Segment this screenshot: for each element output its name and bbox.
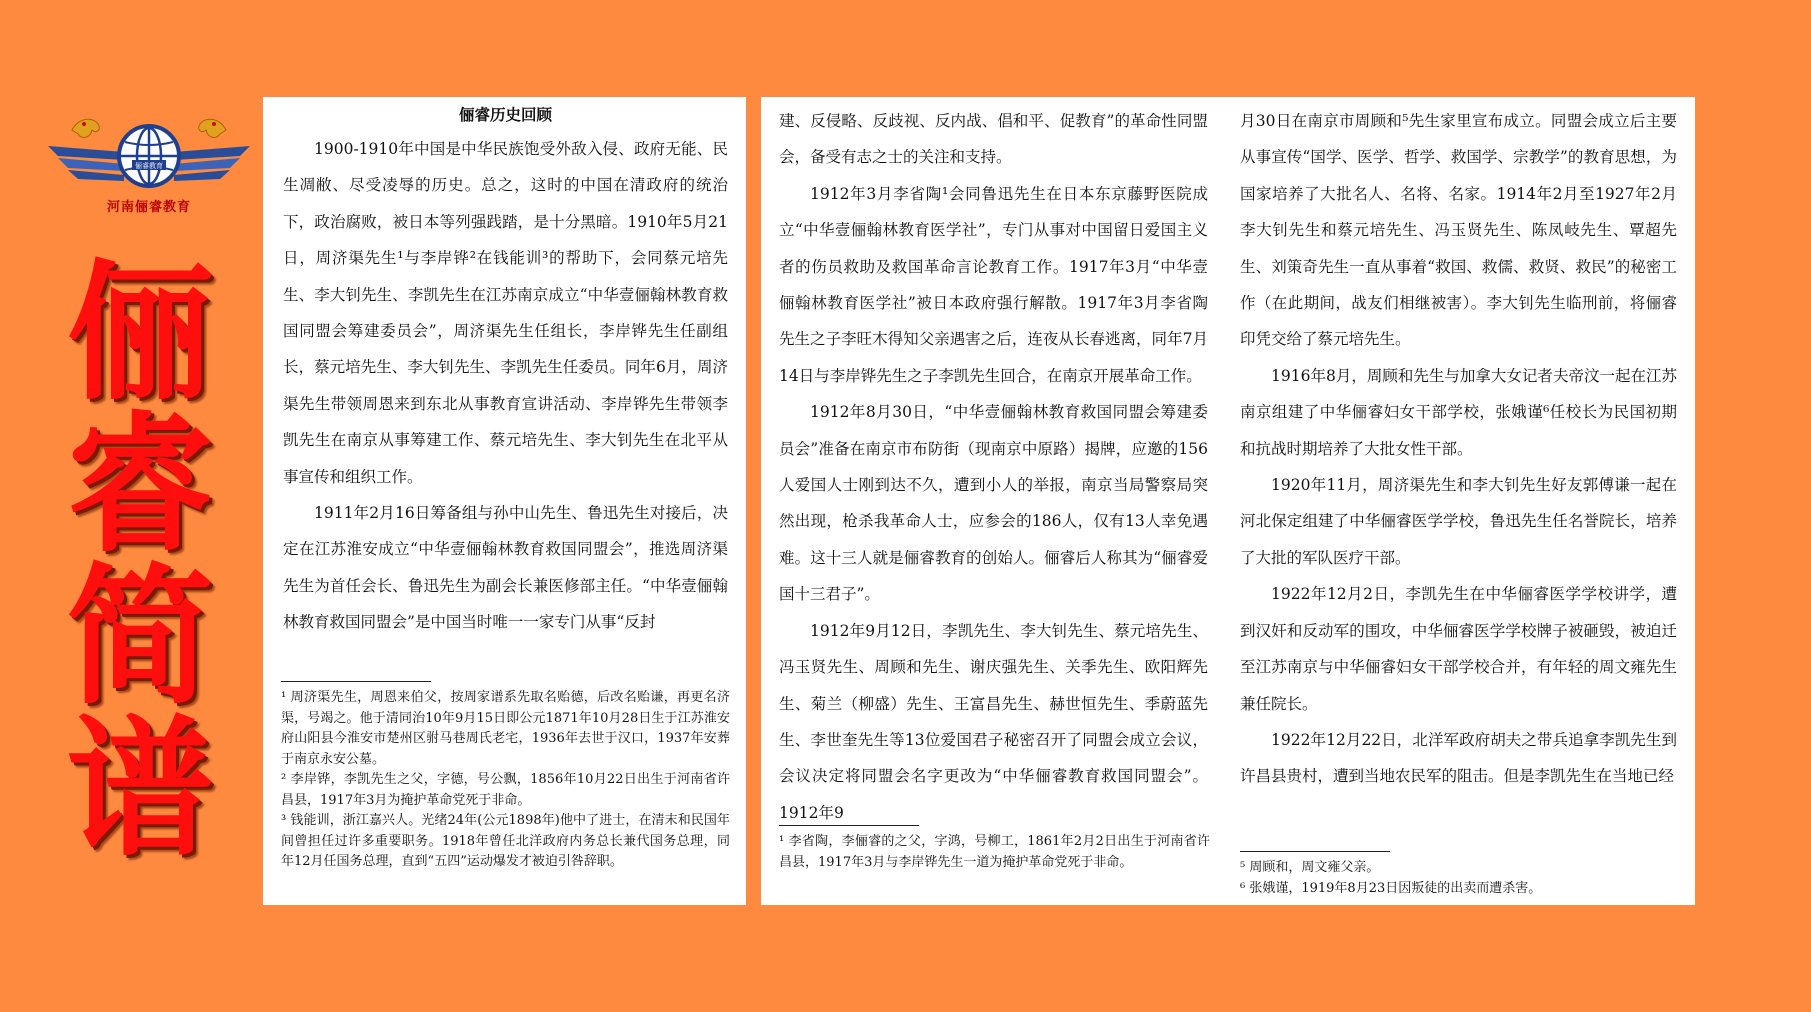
paragraph: 1900-1910年中国是中华民族饱受外敌入侵、政府无能、民生凋敝、尽受凌辱的历史。总之，这时的中国在清政府的统治下，政治腐败，被日本等列强践踏，是十分黑暗。1910年5月21日，周济渠先生¹与李岸铧²在钱能训³的帮助下，会同蔡元培先生、李大钊先生、李凯先生在江苏南京成立“中华壹俪翰林教育救国同盟会筹建委员会”，周济渠先生任组长，李岸铧先生任副组长，蔡元培先生、李大钊先生、李凯先生任委员。同年6月，周济渠先生带领周恩来到东北从事教育宣讲活动、李岸铧先生带领李凯先生在南京从事筹建工作、蔡元培先生、李大钊先生在北平从事宣传和组织工作。 (283, 140, 728, 486)
paragraph: 1912年3月李省陶¹会同鲁迅先生在日本东京藤野医院成立“中华壹俪翰林教育医学社”，专门从事对中国留日爱国主义者的伤员救助及救国革命言论教育工作。1917年3月“中华壹俪翰林教育医学社”被日本政府强行解散。1917年3月李省陶先生之子李旺木得知父亲遇害之后，连夜从长春逃离，同年7月14日与李岸铧先生之子李凯先生回合，在南京开展革命工作。 (779, 184, 1208, 385)
footnote-divider (1240, 851, 1390, 852)
footnote: ¹ 周济渠先生，周恩来伯父，按周家谱系先取名贻德，后改名贻谦，再更名济渠，号竭之。他于清同治10年9月15日即公元1871年10月28日生于江苏淮安府山阳县今淮安市楚州区驸马巷周氏老宅，1936年去世于汉口，1937年安葬于南京永安公墓。 (281, 690, 730, 767)
footnote-divider (779, 825, 919, 826)
paragraph: 1912年9月12日，李凯先生、李大钊先生、蔡元培先生、冯玉贤先生、周顾和先生、谢庆强先生、关季先生、欧阳辉先生、菊兰（柳盛）先生、王富昌先生、赫世恒先生、季蔚蓝先生、李世奎先生等13位爱国君子秘密召开了同盟会成立会议，会议决定将同盟会名字更改为“中华俪睿教育救国同盟会”。1912年9 (779, 621, 1208, 822)
footnotes (281, 681, 730, 873)
footnote: ³ 钱能训，浙江嘉兴人。光绪24年(公元1898年)他中了进士，在清末和民国年间曾担任过许多重要职务。1918年曾任北洋政府内务总长兼代国务总理，同年12月任国务总理，直到“五四”运动爆发才被迫引咎辞职。 (281, 813, 730, 869)
paragraph: 1912年8月30日，“中华壹俪翰林教育救国同盟会筹建委员会”准备在南京市布防街（现南京中原路）揭牌，应邀的156人爱国人士刚到达不久，遭到小人的举报，南京当局警察局突然出现，枪杀我革命人士，应参会的186人，仅有13人幸免遇难。这十三人就是俪睿教育的创始人。俪睿后人称其为“俪睿爱国十三君子”。 (779, 403, 1208, 604)
paragraph: 1916年8月，周顾和先生与加拿大女记者夫帝汶一起在江苏南京组建了中华俪睿妇女干部学校，张娥谨⁶任校长为民国初期和抗战时期培养了大批女性干部。 (1240, 366, 1677, 458)
svg-text:俪睿教育: 俪睿教育 (135, 162, 163, 170)
paragraph: 月30日在南京市周顾和⁵先生家里宣布成立。同盟会成立后主要从事宣传“国学、医学、哲学、救国学、宗教学”的教育思想，为国家培养了大批名人、名将、名家。1914年2月至1927年2月李大钊先生和蔡元培先生、冯玉贤先生、陈凤岐先生、覃超先生、刘策奇先生一直从事着“救国、救儒、救贤、救民”的秘密工作（在此期间，战友们相继被害）。李大钊先生临刑前，将俪睿印凭交给了蔡元培先生。 (1240, 112, 1677, 349)
side-title-char: 睿 (66, 399, 214, 573)
paragraph: 1922年12月22日，北洋军政府胡夫之带兵追拿李凯先生到许昌县贵村，遭到当地农民军的阻击。但是李凯先生在当地已经 (1240, 730, 1677, 786)
page-body (283, 131, 728, 641)
page-body (779, 103, 1208, 831)
logo (44, 108, 254, 216)
footnote: ² 李岸铧，李凯先生之父，字德，号公飘，1856年10月22日出生于河南省许昌县，1917年3月为掩护革命党死于非命。 (281, 772, 730, 808)
paragraph: 1922年12月2日，李凯先生在中华俪睿医学学校讲学，遭到汉奸和反动军的围攻，中华俪睿医学学校牌子被砸毁，被迫迁至江苏南京与中华俪睿妇女干部学校合并，有年轻的周文雍先生兼任院长。 (1240, 585, 1677, 713)
side-title-char: 俪 (66, 247, 214, 421)
paragraph: 1911年2月16日筹备组与孙中山先生、鲁迅先生对接后，决定在江苏淮安成立“中华壹俪翰林教育救国同盟会”，推选周济渠先生为首任会长、鲁迅先生为副会长兼医修部主任。“中华壹俪翰林教育救国同盟会”是中国当时唯一一家专门从事“反封 (283, 504, 728, 632)
footnotes (779, 825, 1210, 873)
footnotes (1240, 851, 1679, 899)
document-page-2 (761, 97, 1226, 905)
footnote: ⁵ 周顾和，周文雍父亲。 (1240, 860, 1380, 875)
globe-wings-emblem-icon (44, 108, 254, 200)
footnote-divider (281, 681, 431, 682)
side-title-char: 谱 (66, 703, 214, 877)
page-title: 俪睿历史回顾 (458, 105, 552, 124)
footnote: ⁶ 张娥谨，1919年8月23日因叛徒的出卖而遭杀害。 (1240, 880, 1542, 896)
document-page-3 (1222, 97, 1695, 905)
side-title (60, 247, 220, 877)
page-body (1240, 103, 1677, 795)
paragraph: 1920年11月，周济渠先生和李大钊先生好友郭傅谦一起在河北保定组建了中华俪睿医学学校，鲁迅先生任名誉院长，培养了大批的军队医疗干部。 (1240, 476, 1677, 567)
document-page-1 (263, 97, 746, 905)
side-title-char: 简 (66, 551, 214, 725)
logo-text: 河南俪睿教育 (106, 200, 191, 215)
paragraph: 建、反侵略、反歧视、反内战、倡和平、促教育”的革命性同盟会，备受有志之士的关注和支持。 (779, 112, 1208, 167)
footnote: ¹ 李省陶，李俪睿的之父，字鸿，号柳工，1861年2月2日出生于河南省许昌县，1917年3月与李岸铧先生一道为掩护革命党死于非命。 (779, 834, 1210, 870)
